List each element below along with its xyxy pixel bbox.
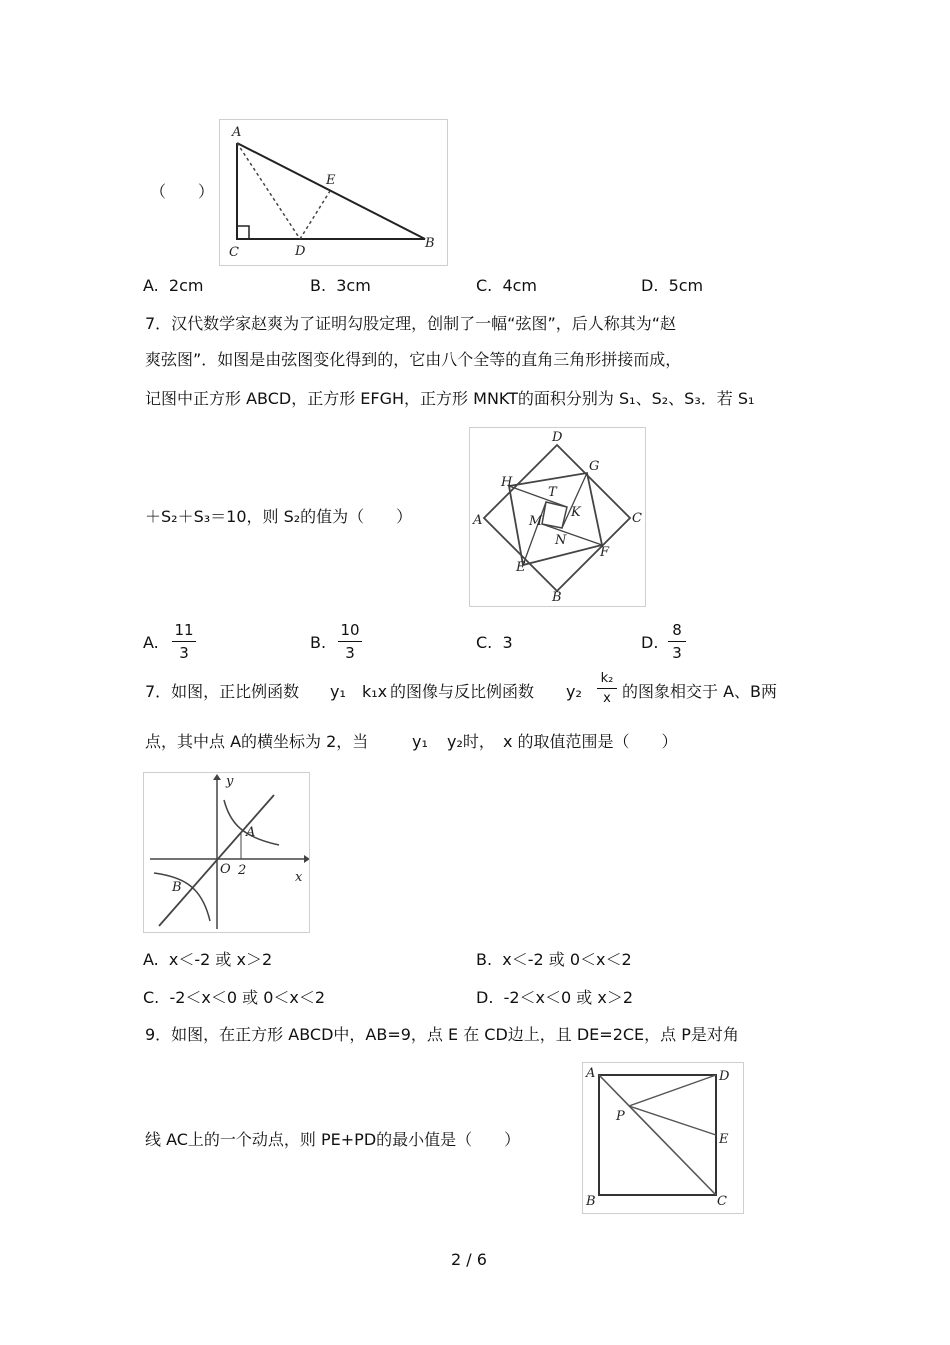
q7a-line-1: 7．汉代数学家赵爽为了证明勾股定理，创制了一幅“弦图”，后人称其为“赵 [145, 314, 677, 333]
q7b-line-2a: 点，其中点 A的横坐标为 2，当 [145, 732, 369, 751]
q7a-line-4: ＋S₂＋S₃＝10，则 S₂的值为（ ） [145, 507, 413, 526]
q7a-label-d: D [552, 430, 563, 445]
q7b-fraction: k₂ x [597, 671, 617, 706]
q6-figure [219, 119, 448, 266]
q7b-option-b: B. x＜-2 或 0＜x＜2 [476, 950, 632, 969]
q6-label-d: D [295, 244, 306, 259]
q7a-label-m: M [529, 514, 543, 529]
q7a-label-e: E [516, 560, 526, 575]
q7b-text-3: 的图象相交于 A、B两 [622, 682, 778, 701]
q6-label-e: E [326, 173, 336, 188]
q7b-text-2: 的图像与反比例函数 [390, 682, 535, 701]
q7a-label-n: N [555, 533, 567, 548]
q7a-label-t: T [548, 485, 557, 500]
q7a-line-3: 记图中正方形 ABCD，正方形 EFGH，正方形 MNKT的面积分别为 S₁、S₂、S₃．若 S₁ [145, 389, 755, 408]
q7a-label-b: B [552, 590, 562, 605]
q7a-label-f: F [600, 545, 610, 560]
q6-label-b: B [425, 236, 435, 251]
q6-label-a: A [232, 125, 242, 140]
q7b-text-1: 7．如图，正比例函数 [145, 682, 300, 701]
q7a-option-a-fraction: 11 3 [172, 621, 196, 662]
q7a-option-b-letter: B. [310, 633, 327, 652]
q7b-option-c: C. -2＜x＜0 或 0＜x＜2 [143, 988, 326, 1007]
q9-label-b: B [586, 1194, 596, 1209]
q7a-option-d-fraction: 8 3 [668, 621, 686, 662]
q7a-option-a-letter: A. [143, 633, 159, 652]
q6-option-a: A. 2cm [143, 276, 204, 295]
q7b-label-2: 2 [238, 863, 247, 878]
q6-option-d: D. 5cm [641, 276, 704, 295]
q7b-line-2-y1: y₁ [412, 732, 428, 751]
q7b-figure [143, 772, 310, 933]
q7b-line-2-y2: y₂时， [447, 732, 495, 751]
page-number: 2 / 6 [451, 1250, 487, 1269]
q6-option-c: C. 4cm [476, 276, 537, 295]
q7b-label-o: O [220, 862, 231, 877]
q6-paren: （ ） [150, 182, 215, 201]
q9-label-c: C [717, 1194, 727, 1209]
q7a-line-2: 爽弦图”．如图是由弦图变化得到的，它由八个全等的直角三角形拼接而成， [145, 350, 682, 369]
q7a-label-h: H [501, 475, 513, 490]
q6-option-b: B. 3cm [310, 276, 371, 295]
q7b-y1: y₁ [330, 682, 346, 701]
q7a-label-c: C [632, 511, 642, 526]
q7a-option-d-letter: D. [641, 633, 659, 652]
q9-label-d: D [719, 1069, 730, 1084]
q7b-label-y: y [226, 774, 234, 789]
q7a-label-k: K [571, 505, 581, 520]
q7b-label-b: B [172, 880, 182, 895]
q7a-option-c: C. 3 [476, 633, 513, 652]
q9-label-a: A [586, 1066, 596, 1081]
q9-figure [582, 1062, 744, 1214]
q9-line-2: 线 AC上的一个动点，则 PE+PD的最小值是（ ） [145, 1130, 521, 1149]
q7b-line-2b: x 的取值范围是（ ） [503, 732, 678, 751]
q7a-figure [469, 427, 646, 607]
q9-label-e: E [719, 1132, 729, 1147]
q7a-option-b-fraction: 10 3 [338, 621, 362, 662]
q7b-y2: y₂ [566, 682, 582, 701]
q9-line-1: 9．如图，在正方形 ABCD中，AB=9，点 E 在 CD边上，且 DE=2CE，点 P是对角 [145, 1025, 739, 1044]
q6-label-c: C [229, 245, 239, 260]
q7b-label-a: A [246, 825, 256, 840]
q7a-label-a: A [473, 513, 483, 528]
q7b-option-a: A. x＜-2 或 x＞2 [143, 950, 273, 969]
q7b-label-x: x [295, 870, 303, 885]
q7b-option-d: D. -2＜x＜0 或 x＞2 [476, 988, 634, 1007]
q9-label-p: P [616, 1109, 625, 1124]
q7a-label-g: G [589, 459, 600, 474]
q7b-k1x: k₁x [362, 682, 388, 701]
